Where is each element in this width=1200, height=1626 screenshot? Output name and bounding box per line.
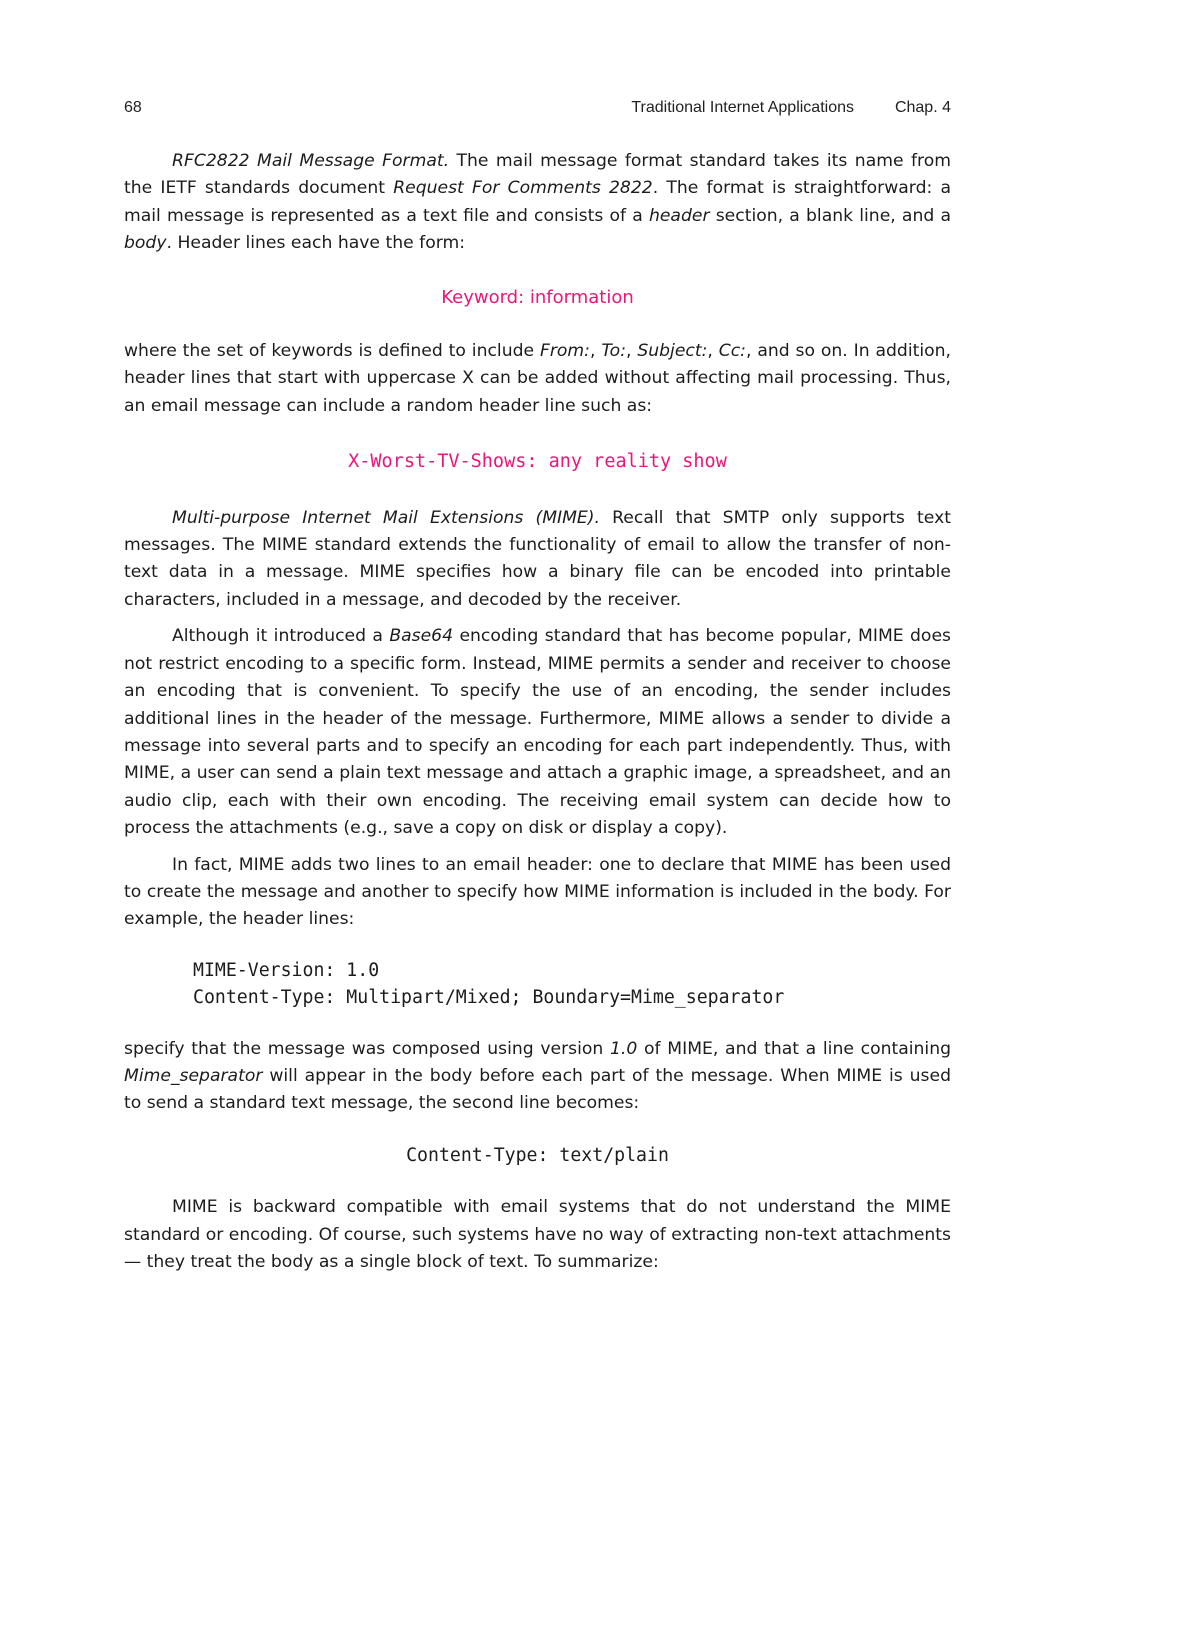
- page-body: [124, 148, 951, 1276]
- running-header: [124, 96, 951, 120]
- chapter-title: Traditional Internet Applications: [631, 99, 854, 116]
- term-separator: Mime_separator: [124, 1065, 263, 1086]
- code-line: Content-Type: Multipart/Mixed; Boundary=Mime_separator: [193, 987, 785, 1009]
- paragraph-mime-intro: Multi-purpose Internet Mail Extensions (MIME). Recall that SMTP only supports text messages. The MIME standard extends the functionality of email to allow the transfer of non-text data in a message. MIME specifies how a binary file can be encoded into printable characters, included in a message, and decoded by the receiver.: [124, 507, 951, 610]
- chapter-label: Chap. 4: [894, 99, 951, 116]
- keyword-to: To:: [601, 341, 626, 362]
- code-mime-headers: [193, 957, 951, 1012]
- term-header: header: [648, 205, 710, 226]
- paragraph-heading: Multi-purpose Internet Mail Extensions (MIME).: [172, 507, 600, 528]
- term-body: body: [124, 233, 167, 254]
- display-keyword-format: Keyword: information: [441, 286, 634, 308]
- paragraph-mime-headers: In fact, MIME adds two lines to an email header: one to declare that MIME has been used to create the message and another to specify how MIME information is included in the body. For example, the header lines:: [124, 854, 951, 930]
- keyword-from: From:: [539, 341, 590, 362]
- term-version: 1.0: [610, 1038, 638, 1059]
- document-title: Request For Comments 2822: [393, 178, 653, 199]
- term-base64: Base64: [389, 626, 454, 647]
- paragraph-rfc2822: RFC2822 Mail Message Format. The mail message format standard takes its name from the IETF standards document Request For Comments 2822. The format is straightforward: a mail message is represented as a text file and consists of a header section, a blank line, and a body. Header lines each have the form:: [124, 151, 951, 254]
- page-number: 68: [124, 99, 142, 116]
- code-line: MIME-Version: 1.0: [193, 959, 380, 981]
- paragraph-mime-version: specify that the message was composed using version 1.0 of MIME, and that a line containing Mime_separator will appear in the body before each part of the message. When MIME is used to send a standard text message, the second line becomes:: [124, 1038, 951, 1114]
- paragraph-heading: RFC2822 Mail Message Format.: [172, 151, 450, 171]
- keyword-cc: Cc:: [718, 341, 746, 362]
- paragraph-mime-encoding: Although it introduced a Base64 encoding standard that has become popular, MIME does not restrict encoding to a specific form. Instead, MIME permits a sender and receiver to choose an encoding that is convenient. To specify the use of an encoding, the sender includes additional lines in the header of the message. Furthermore, MIME allows a sender to divide a message into several parts and to specify an encoding for each part independently. Thus, with MIME, a user can send a plain text message and attach a graphic image, a spreadsheet, and an audio clip, each with their own encoding. The receiving email system can decide how to process the attachments (e.g., save a copy on disk or display a copy).: [124, 626, 951, 839]
- paragraph-keywords: where the set of keywords is defined to include From:, To:, Subject:, Cc:, and so on. In addition, header lines that start with uppercase X can be added without affecting mail processing. Thus, an email message can include a random header line such as:: [124, 341, 951, 416]
- keyword-subject: Subject:: [637, 341, 708, 362]
- paragraph-compatibility: MIME is backward compatible with email systems that do not understand the MIME standard or encoding. Of course, such systems have no way of extracting non-text attachments — they treat the body as a single block of text. To summarize:: [124, 1197, 951, 1272]
- display-x-header: X-Worst-TV-Shows: any reality show: [348, 451, 727, 473]
- code-content-type: Content-Type: text/plain: [406, 1144, 669, 1166]
